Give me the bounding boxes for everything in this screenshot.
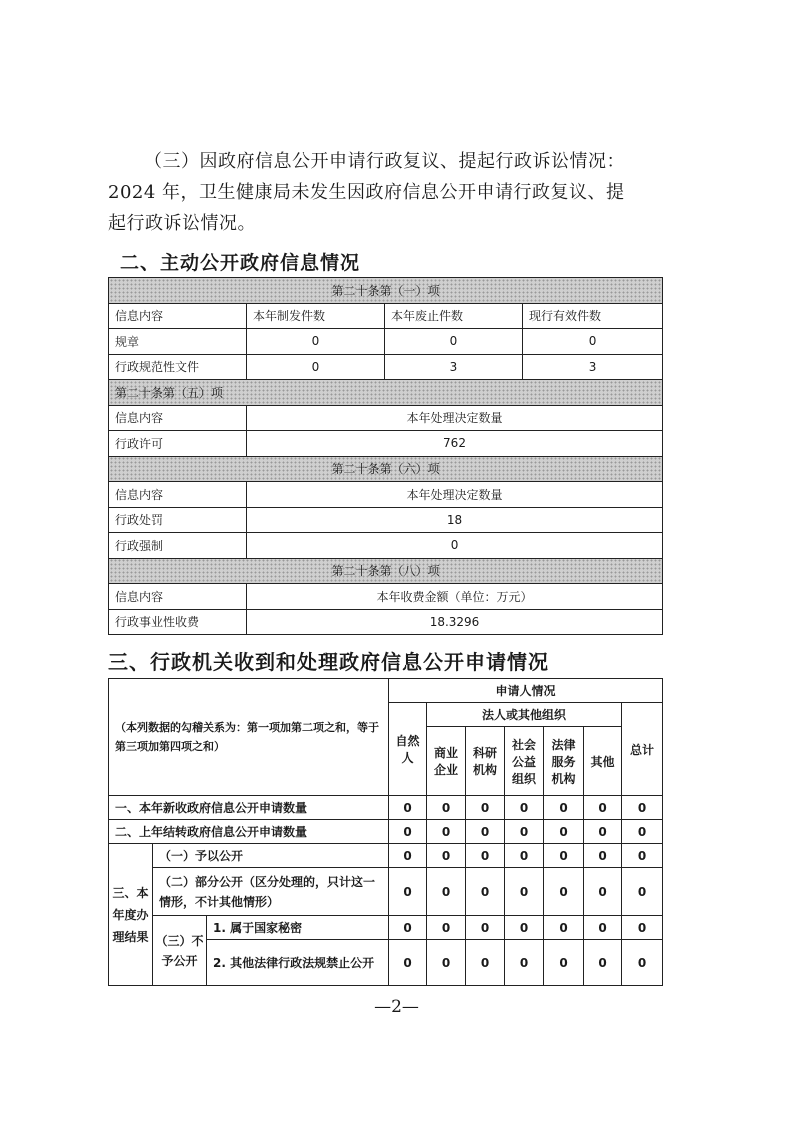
application-table <box>108 678 663 986</box>
cell: 0 <box>389 868 427 916</box>
cell: 0 <box>389 916 427 940</box>
cell: 0 <box>584 844 622 868</box>
table-row <box>109 329 663 355</box>
cell: 0 <box>427 796 466 820</box>
row-label: （二）部分公开（区分处理的，只计这一情形，不计其他情形） <box>153 868 389 916</box>
header-info: 信息内容 <box>109 482 247 508</box>
cell: 0 <box>389 796 427 820</box>
page-number: —2— <box>374 997 419 1017</box>
section-3-title: 三、行政机关收到和处理政府信息公开申请情况 <box>108 650 549 674</box>
table-row <box>109 844 663 868</box>
header-natural: 自然人 <box>389 703 427 796</box>
cell: 0 <box>389 820 427 844</box>
para-line-3: 起行政诉讼情况。 <box>108 213 256 234</box>
proactive-disclosure-table <box>108 277 663 635</box>
cell: 18.3296 <box>247 609 663 635</box>
table-row <box>109 507 663 533</box>
cell: 0 <box>466 844 505 868</box>
header-commercial: 商业企业 <box>427 727 466 796</box>
row-label: 行政处罚 <box>109 507 247 533</box>
article-20-8-band: 第二十条第（八）项 <box>109 558 663 584</box>
row-label: 规章 <box>109 329 247 355</box>
cell: 0 <box>584 796 622 820</box>
cell: 0 <box>544 868 584 916</box>
header-decision: 本年处理决定数量 <box>247 405 663 431</box>
cell: 0 <box>466 796 505 820</box>
group-label: 三、本年度办理结果 <box>109 844 153 986</box>
table-row <box>109 354 663 380</box>
cell: 0 <box>584 820 622 844</box>
cell: 762 <box>247 431 663 457</box>
cell: 0 <box>544 940 584 986</box>
cell: 0 <box>247 533 663 559</box>
table-note: （本列数据的勾稽关系为：第一项加第二项之和，等于第三项加第四项之和） <box>109 679 389 796</box>
cell: 0 <box>389 940 427 986</box>
cell: 0 <box>505 820 544 844</box>
cell: 0 <box>622 868 663 916</box>
row-label: （一）予以公开 <box>153 844 389 868</box>
cell: 0 <box>466 940 505 986</box>
para-line-1: （三）因政府信息公开申请行政复议、提起行政诉讼情况： <box>144 151 625 172</box>
header-applicant: 申请人情况 <box>389 679 663 703</box>
cell: 0 <box>427 940 466 986</box>
cell: 0 <box>505 844 544 868</box>
cell: 0 <box>584 916 622 940</box>
table-row <box>109 868 663 916</box>
cell: 0 <box>247 354 385 380</box>
cell: 0 <box>584 868 622 916</box>
cell: 0 <box>622 844 663 868</box>
cell: 0 <box>505 868 544 916</box>
header-made: 本年制发件数 <box>247 303 385 329</box>
cell: 0 <box>544 820 584 844</box>
cell: 0 <box>505 940 544 986</box>
article-20-5-band: 第二十条第（五）项 <box>109 380 663 406</box>
cell: 0 <box>247 329 385 355</box>
cell: 0 <box>622 940 663 986</box>
header-info: 信息内容 <box>109 584 247 610</box>
row-label: 二、上年结转政府信息公开申请数量 <box>109 820 389 844</box>
cell: 0 <box>427 916 466 940</box>
para-line-2: 2024 年，卫生健康局未发生因政府信息公开申请行政复议、提 <box>108 182 625 203</box>
cell: 0 <box>523 329 663 355</box>
header-info: 信息内容 <box>109 405 247 431</box>
cell: 3 <box>385 354 523 380</box>
table-row <box>109 609 663 635</box>
cell: 0 <box>584 940 622 986</box>
row-label: 行政强制 <box>109 533 247 559</box>
table-row <box>109 796 663 820</box>
header-fee: 本年收费金额（单位：万元） <box>247 584 663 610</box>
cell: 0 <box>622 820 663 844</box>
header-law: 法律服务机构 <box>544 727 584 796</box>
cell: 0 <box>544 844 584 868</box>
cell: 0 <box>622 796 663 820</box>
table-row <box>109 533 663 559</box>
cell: 0 <box>622 916 663 940</box>
cell: 0 <box>544 916 584 940</box>
header-valid: 现行有效件数 <box>523 303 663 329</box>
row-label: 1. 属于国家秘密 <box>207 916 389 940</box>
article-20-1-band: 第二十条第（一）项 <box>109 278 663 304</box>
header-social: 社会公益组织 <box>505 727 544 796</box>
cell: 0 <box>505 796 544 820</box>
header-abolished: 本年废止件数 <box>385 303 523 329</box>
header-decision: 本年处理决定数量 <box>247 482 663 508</box>
row-label: 行政许可 <box>109 431 247 457</box>
row-label: 行政规范性文件 <box>109 354 247 380</box>
header-research: 科研机构 <box>466 727 505 796</box>
header-other: 其他 <box>584 727 622 796</box>
header-legal: 法人或其他组织 <box>427 703 622 727</box>
table-row <box>109 431 663 457</box>
row-label: 行政事业性收费 <box>109 609 247 635</box>
cell: 18 <box>247 507 663 533</box>
cell: 0 <box>427 868 466 916</box>
header-total: 总计 <box>622 703 663 796</box>
table-row <box>109 916 663 940</box>
cell: 0 <box>389 844 427 868</box>
sub-group-label: （三）不予公开 <box>153 916 207 986</box>
row-label: 一、本年新收政府信息公开申请数量 <box>109 796 389 820</box>
header-info: 信息内容 <box>109 303 247 329</box>
article-20-6-band: 第二十条第（六）项 <box>109 456 663 482</box>
paragraph <box>108 146 698 239</box>
cell: 0 <box>427 844 466 868</box>
cell: 0 <box>427 820 466 844</box>
cell: 0 <box>505 916 544 940</box>
cell: 0 <box>385 329 523 355</box>
table-row <box>109 820 663 844</box>
cell: 0 <box>544 796 584 820</box>
cell: 0 <box>466 868 505 916</box>
cell: 3 <box>523 354 663 380</box>
cell: 0 <box>466 916 505 940</box>
section-2-title: 二、主动公开政府信息情况 <box>120 252 361 274</box>
cell: 0 <box>466 820 505 844</box>
row-label: 2. 其他法律行政法规禁止公开 <box>207 940 389 986</box>
